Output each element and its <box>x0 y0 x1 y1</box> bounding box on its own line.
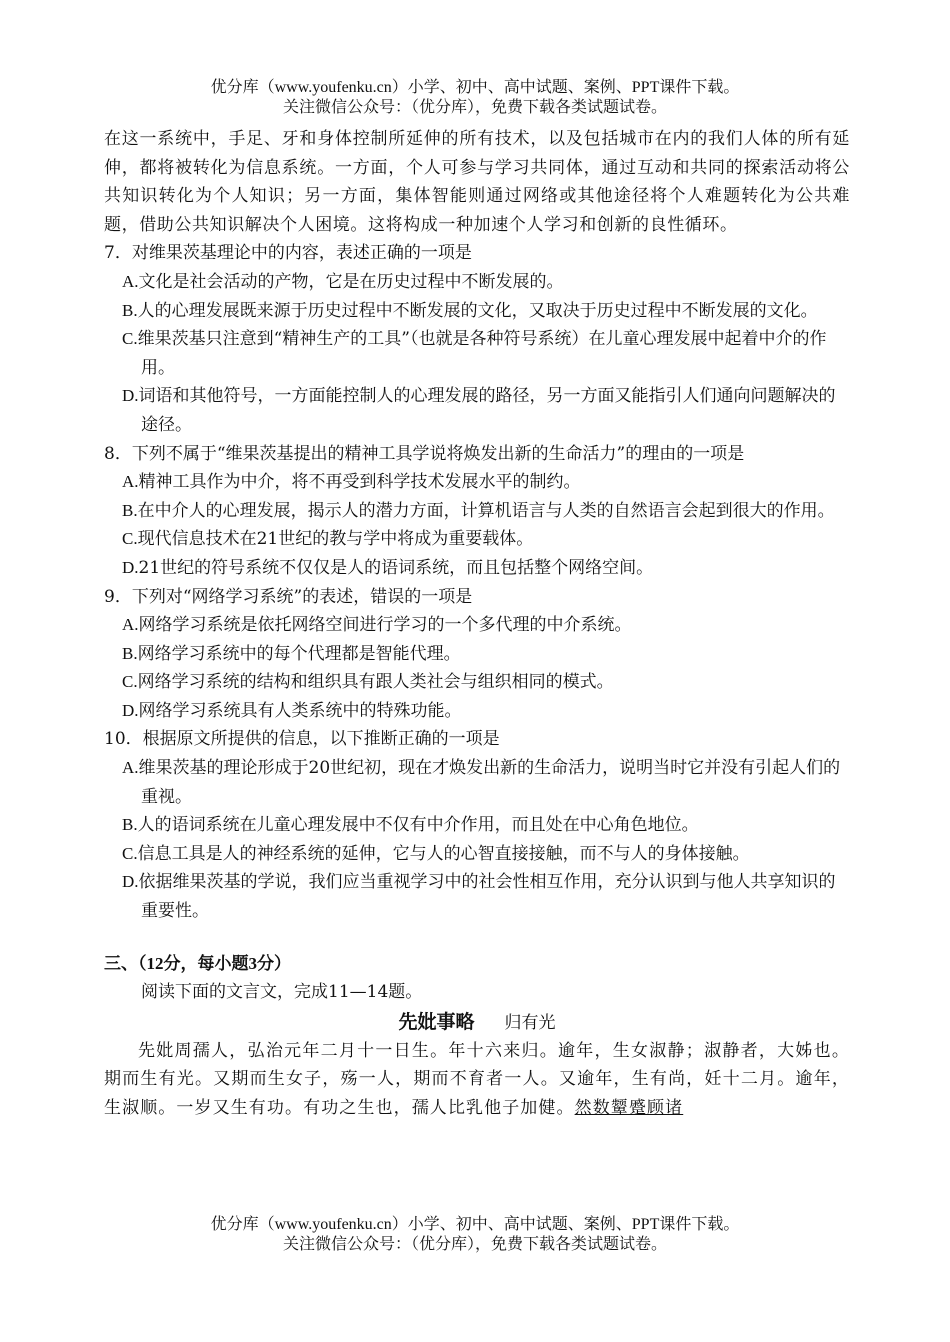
header-line-2: 关注微信公众号：（优分库），免费下载各类试题试卷。 <box>282 99 667 116</box>
option-text: 精神工具作为中介，将不再受到科学技术发展水平的制约。 <box>138 472 581 493</box>
option-letter: C. <box>122 329 138 349</box>
section-3-title: 三、（12分，每小题3分） <box>104 953 291 973</box>
option-b <box>104 497 850 526</box>
intro-paragraph: 在这一系统中，手足、牙和身体控制所延伸的所有技术，以及包括城市在内的我们人体的所有延伸，都将被转化为信息系统。一方面，个人可参与学习共同体，通过互动和共同的探索活动将公共知识转化为个人知识；另一方面，集体智能则通过网络或其他途径将个人难题转化为公共难题，借助公共知识解决个人困境。这将构成一种加速个人学习和创新的良性循环。 <box>104 129 850 235</box>
option-a <box>104 611 850 640</box>
passage-title: 先妣事略 <box>398 1010 475 1033</box>
option-letter: D. <box>122 700 139 720</box>
passage-text <box>104 1037 850 1123</box>
passage-body: 先妣周孺人，弘治元年二月十一日生。年十六来归。逾年，生女淑静；淑静者，大姊也。期而生有光。又期而生女子，殇一人，期而不育者一人。又逾年，生有尚，妊十二月。逾年，生淑顺。一岁又生有功。有功之生也，孺人比乳他子加健。 <box>104 1040 850 1118</box>
footer-line-1: 优分库（www.youfenku.cn）小学、初中、高中试题、案例、PPT课件下载。 <box>210 1216 740 1233</box>
passage-author: 归有光 <box>504 1012 556 1033</box>
section-3-instruction: 阅读下面的文言文，完成11—14题。 <box>141 982 423 1003</box>
option-text: 信息工具是人的神经系统的延伸，它与人的心智直接接触，而不与人的身体接触。 <box>137 843 750 864</box>
question-9 <box>104 583 850 726</box>
option-c <box>104 840 850 869</box>
option-text: 人的心理发展既来源于历史过程中不断发展的文化，又取决于历史过程中不断发展的文化。 <box>137 300 818 321</box>
option-letter: D. <box>122 872 139 892</box>
option-d <box>104 868 850 925</box>
option-letter: A. <box>122 472 139 492</box>
passage-heading <box>104 1007 850 1037</box>
question-stem: 9．下列对“网络学习系统”的表述，错误的一项是 <box>104 586 473 607</box>
passage-underlined-text: 然数颦蹙顾诸 <box>574 1098 684 1118</box>
option-text: 21世纪的符号系统不仅仅是人的语词系统，而且包括整个网络空间。 <box>138 557 654 578</box>
option-c <box>104 525 850 554</box>
option-c <box>104 668 850 697</box>
question-stem: 7．对维果茨基理论中的内容，表述正确的一项是 <box>104 243 472 264</box>
question-stem: 8．下列不属于“维果茨基提出的精神工具学说将焕发出新的生命活力”的理由的一项是 <box>104 443 745 464</box>
option-a <box>104 468 850 497</box>
page-header <box>0 78 950 118</box>
question-stem: 10．根据原文所提供的信息，以下推断正确的一项是 <box>104 729 500 750</box>
option-text: 词语和其他符号，一方面能控制人的心理发展的路径，另一方面又能指引人们通向问题解决的途径。 <box>138 386 836 435</box>
option-text: 现代信息技术在21世纪的教与学中将成为重要载体。 <box>137 529 534 550</box>
option-letter: D. <box>122 557 139 577</box>
option-letter: B. <box>122 300 138 320</box>
question-8 <box>104 440 850 583</box>
option-letter: A. <box>122 758 139 778</box>
document-body <box>104 125 850 1123</box>
option-letter: B. <box>122 500 138 520</box>
question-10 <box>104 725 850 925</box>
option-c <box>104 325 850 382</box>
option-text: 维果茨基的理论形成于20世纪初，现在才焕发出新的生命活力，说明当时它并没有引起人们的重视。 <box>138 758 841 807</box>
option-letter: A. <box>122 615 139 635</box>
option-b <box>104 297 850 326</box>
option-d <box>104 382 850 439</box>
question-7 <box>104 239 850 439</box>
option-text: 维果茨基只注意到“精神生产的工具”（也就是各种符号系统）在儿童心理发展中起着中介的作用。 <box>137 329 827 378</box>
page-footer <box>0 1215 950 1255</box>
option-letter: C. <box>122 672 138 692</box>
section-spacer <box>104 926 850 950</box>
option-b <box>104 811 850 840</box>
option-a <box>104 268 850 297</box>
header-line-1: 优分库（www.youfenku.cn）小学、初中、高中试题、案例、PPT课件下载。 <box>210 79 740 96</box>
option-letter: B. <box>122 815 138 835</box>
option-text: 人的语词系统在儿童心理发展中不仅有中介作用，而且处在中心角色地位。 <box>137 815 699 836</box>
option-letter: D. <box>122 386 139 406</box>
option-text: 依据维果茨基的学说，我们应当重视学习中的社会性相互作用，充分认识到与他人共享知识的重要性。 <box>138 872 836 922</box>
option-text: 文化是社会活动的产物，它是在历史过程中不断发展的。 <box>138 271 564 292</box>
option-a <box>104 754 850 811</box>
option-b <box>104 640 850 669</box>
option-letter: B. <box>122 643 138 663</box>
option-letter: A. <box>122 271 139 291</box>
option-d <box>104 554 850 583</box>
option-text: 在中介人的心理发展，揭示人的潜力方面，计算机语言与人类的自然语言会起到很大的作用。 <box>137 500 835 521</box>
option-letter: C. <box>122 529 138 549</box>
footer-line-2: 关注微信公众号：（优分库），免费下载各类试题试卷。 <box>282 1236 667 1253</box>
option-text: 网络学习系统中的每个代理都是智能代理。 <box>137 643 461 664</box>
option-text: 网络学习系统是依托网络空间进行学习的一个多代理的中介系统。 <box>138 615 632 636</box>
option-text: 网络学习系统具有人类系统中的特殊功能。 <box>138 700 462 721</box>
option-letter: C. <box>122 843 138 863</box>
option-text: 网络学习系统的结构和组织具有跟人类社会与组织相同的模式。 <box>137 672 614 693</box>
option-d <box>104 697 850 726</box>
